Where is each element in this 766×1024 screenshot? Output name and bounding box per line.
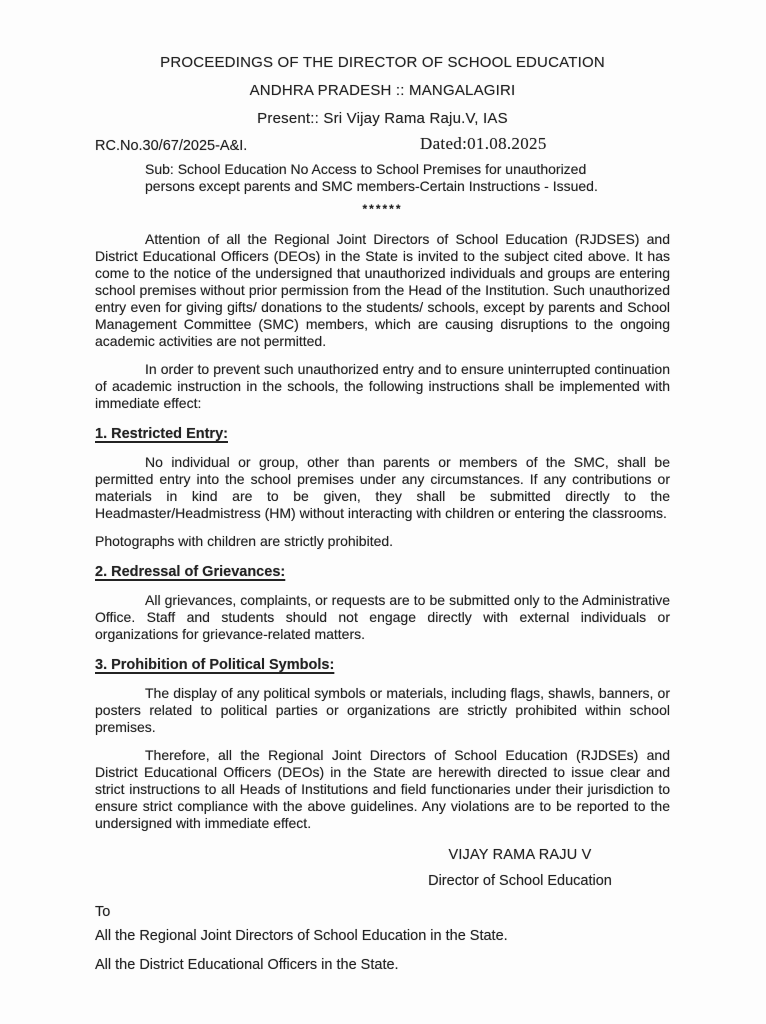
section-heading-redressal-grievances: 2. Redressal of Grievances:: [95, 564, 286, 580]
rc-number: RC.No.30/67/2025-A&I.: [95, 138, 248, 154]
document-title: PROCEEDINGS OF THE DIRECTOR OF SCHOOL EDUCATION: [160, 54, 605, 71]
present-line: Present:: Sri Vijay Rama Raju.V, IAS: [257, 110, 508, 127]
to-label: To: [95, 904, 111, 920]
addressee-regional-joint-directors: All the Regional Joint Directors of School Education in the State.: [95, 928, 508, 944]
paragraph-political-symbols: The display of any political symbols or materials, including flags, shawls, banners, or posters related to political parties or organizations are strictly prohibited within school premises.: [95, 685, 670, 735]
signature-block: [370, 847, 670, 890]
addressee-district-educational-officers: All the District Educational Officers in the State.: [95, 957, 399, 973]
addressees-block: [95, 904, 670, 974]
paragraph-attention: Attention of all the Regional Joint Directors of School Education (RJDSES) and District Educational Officers (DEOs) in the State is invited to the subject cited above. It has come to the notice of the undersigned that unauthorized individuals and groups are entering school premises without prior permission from the Head of the Institution. Such unauthorized entry even for giving gifts/ donations to the students/ schools, except by parents and School Management Committee (SMC) members, which are causing disruptions to the ongoing academic activities are not permitted.: [95, 231, 670, 349]
line-photographs-prohibited: Photographs with children are strictly prohibited.: [95, 533, 394, 549]
asterisk-separator: ******: [362, 202, 403, 216]
section-heading-restricted-entry: 1. Restricted Entry:: [95, 426, 228, 442]
subject-line-1: Sub: School Education No Access to School Premises for unauthorized: [145, 161, 587, 177]
subject-line-2: persons except parents and SMC members-Certain Instructions - Issued.: [145, 178, 598, 194]
section-heading-political-symbols: 3. Prohibition of Political Symbols:: [95, 657, 335, 673]
document-subtitle: ANDHRA PRADESH :: MANGALAGIRI: [249, 82, 516, 99]
paragraph-restricted-entry: No individual or group, other than parents or members of the SMC, shall be permitted entry into the school premises under any circumstances. If any contributions or materials in kind are to be given, they shall be submitted directly to the Headmaster/Headmistress (HM) without interacting with children or entering the classrooms.: [95, 454, 670, 521]
reference-row: [95, 136, 670, 156]
paragraph-in-order: In order to prevent such unauthorized entry and to ensure uninterrupted continuation of academic instruction in the schools, the following instructions shall be implemented with immediate effect:: [95, 361, 670, 411]
dated-value: Dated:01.08.2025: [420, 134, 547, 153]
paragraph-grievances: All grievances, complaints, or requests are to be submitted only to the Administrative Office. Staff and students should not engage directly with external individuals or organizations for grievance-related matters.: [95, 592, 670, 642]
signature-name: VIJAY RAMA RAJU V: [448, 847, 592, 863]
paragraph-therefore: Therefore, all the Regional Joint Directors of School Education (RJDSEs) and District Educational Officers (DEOs) in the State are herewith directed to issue clear and strict instructions to all Heads of Institutions and field functionaries under their jurisdiction to ensure strict compliance with the above guidelines. Any violations are to be reported to the undersigned with immediate effect.: [95, 747, 670, 831]
signature-designation: Director of School Education: [428, 873, 612, 889]
subject-block: [145, 161, 630, 195]
